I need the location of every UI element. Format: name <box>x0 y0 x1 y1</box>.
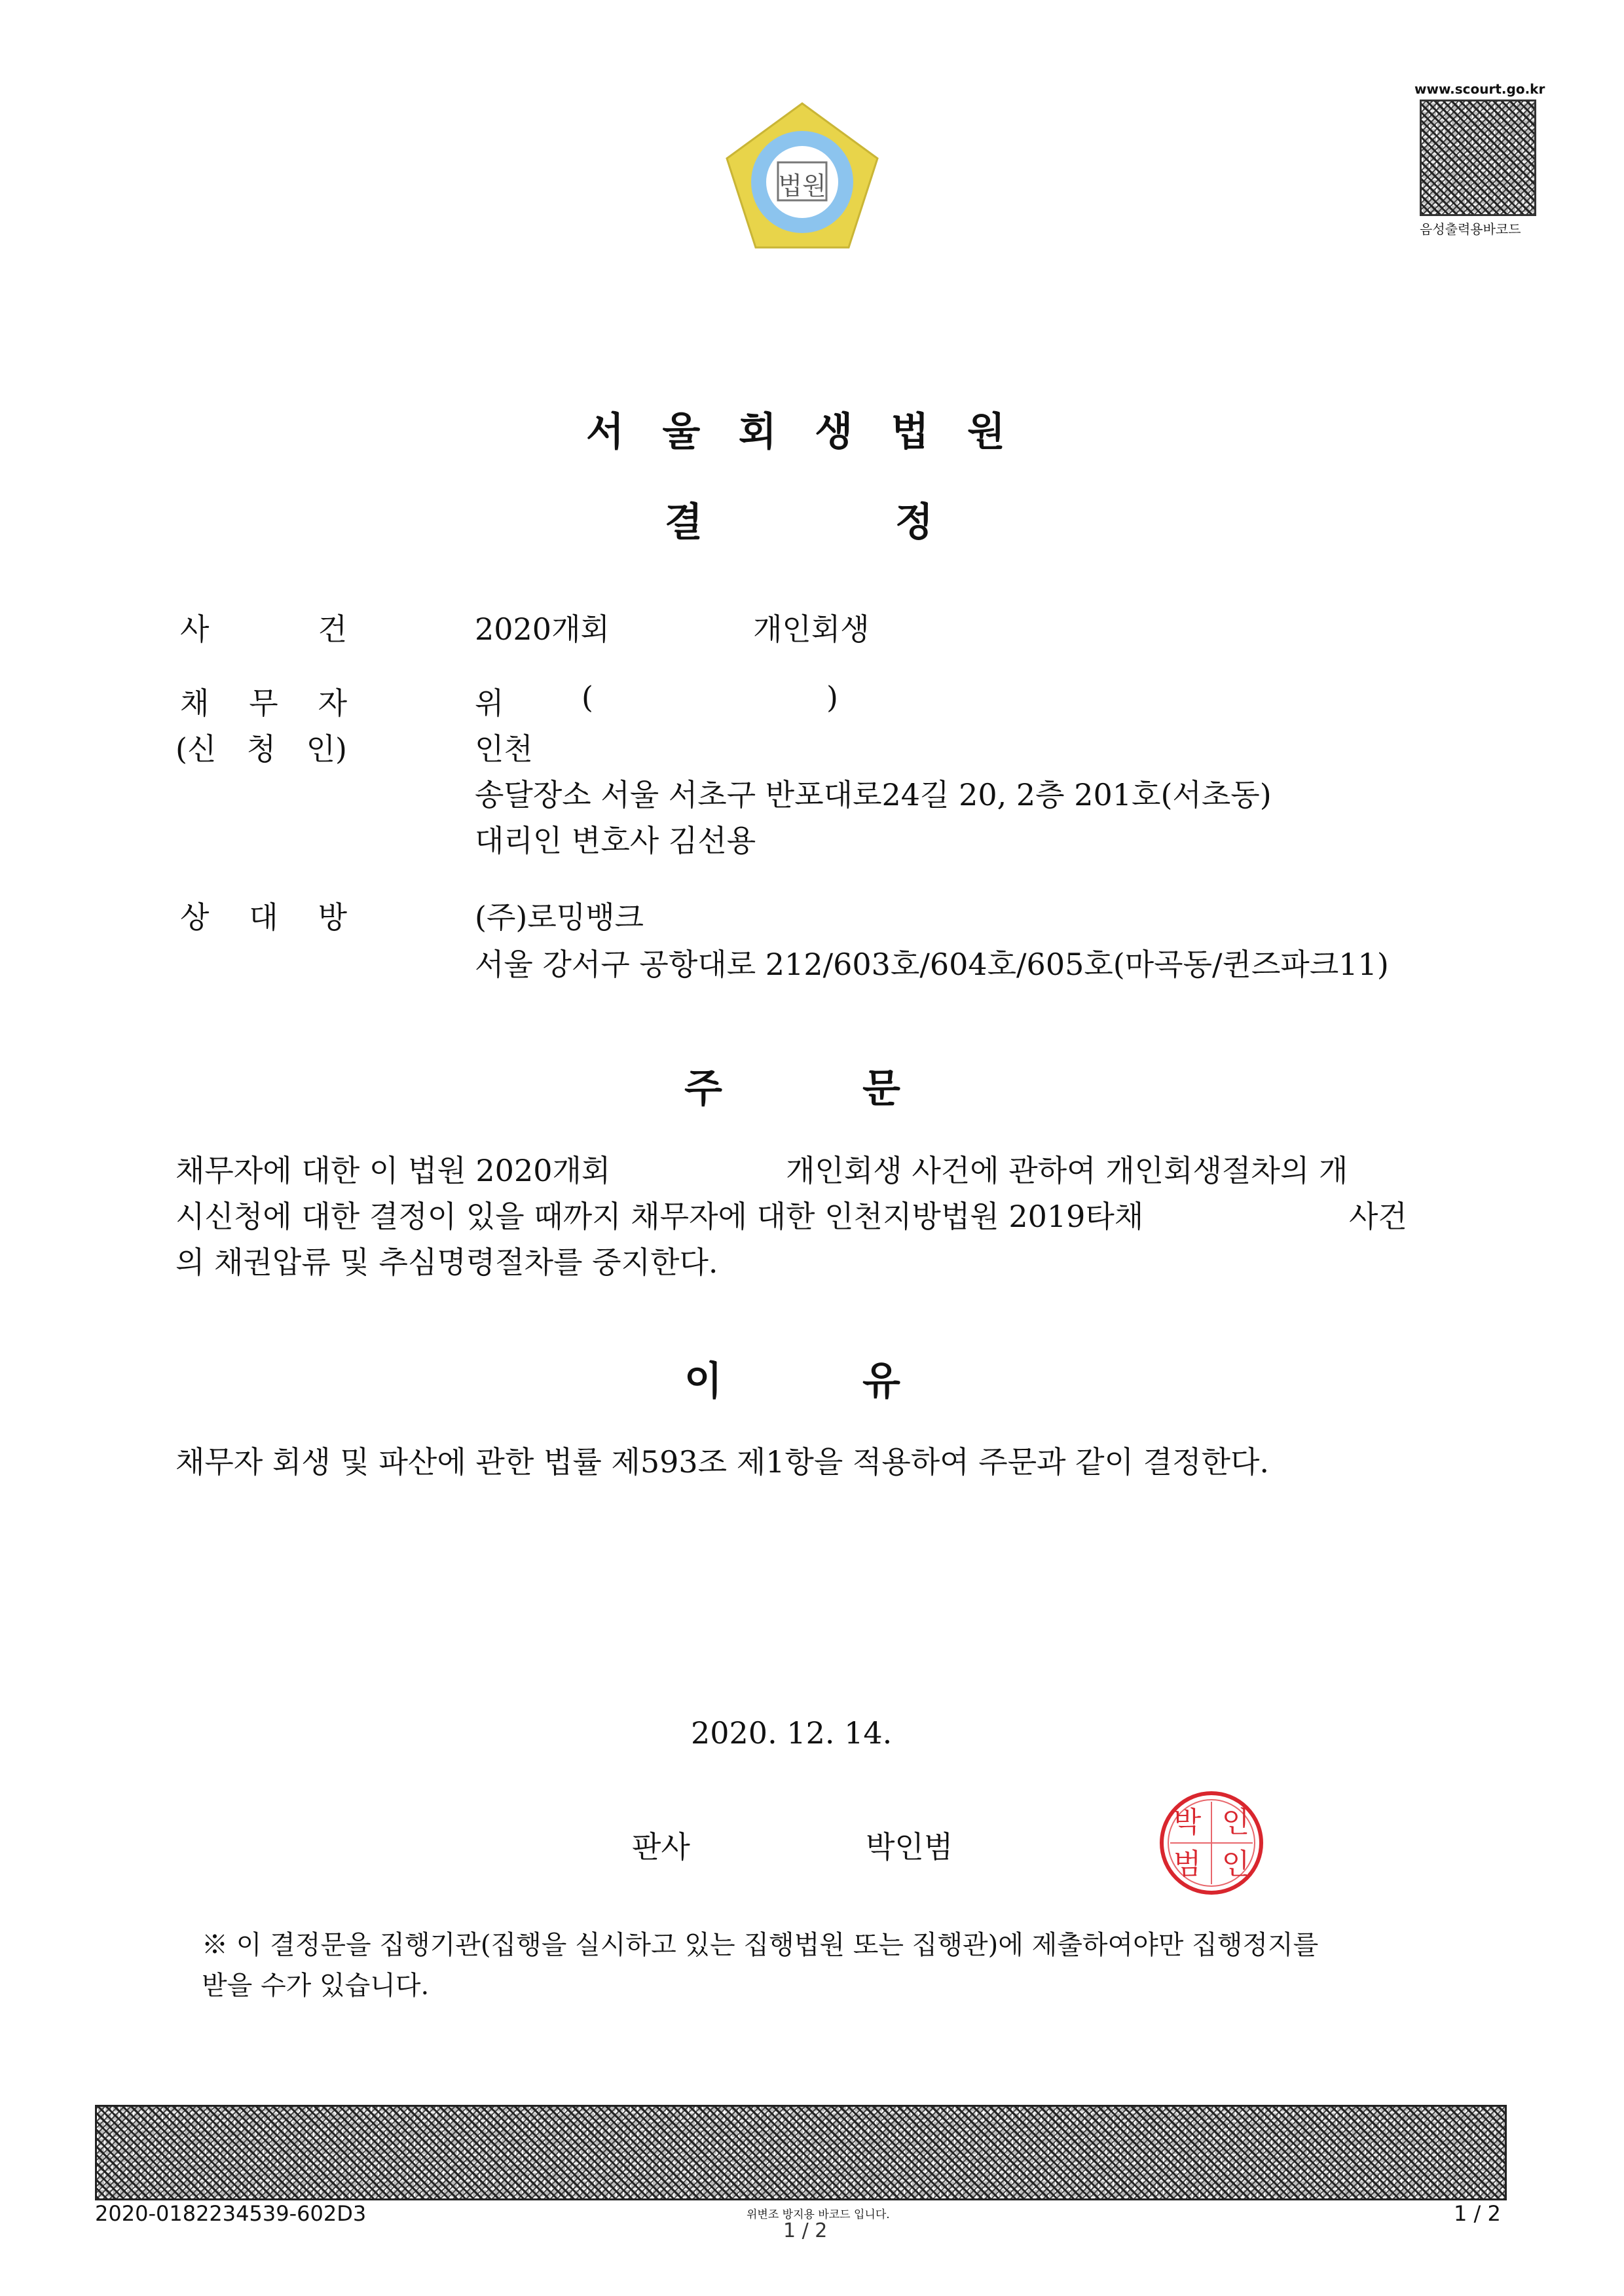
document-title: 결 정 <box>665 500 933 545</box>
seal-glyph: 박 <box>1173 1806 1202 1839</box>
notice-line-1: ※ 이 결정문을 집행기관(집행을 실시하고 있는 집행법원 또는 집행관)에 제출하여야만 집행정지를 <box>202 1930 1319 1960</box>
notice-text <box>202 1925 1318 2006</box>
order-line-3: 의 채권압류 및 추심명령절차를 중지한다. <box>175 1245 718 1280</box>
reason-heading: 이 유 <box>684 1358 900 1404</box>
order-line-2a: 시신청에 대한 결정이 있을 때까지 채무자에 대한 인천지방법원 2019타채 <box>175 1199 1144 1234</box>
qr-code <box>1420 100 1536 216</box>
order-heading: 주 문 <box>684 1066 900 1112</box>
debtor-paren-close: ) <box>826 680 838 715</box>
debtor-name: 위 <box>475 685 504 721</box>
debtor-address: 인천 <box>475 731 533 767</box>
page-number-right: 1 / 2 <box>1454 2201 1501 2226</box>
case-label: 사 건 <box>180 611 347 647</box>
barcode-caption: 위변조 방지용 바코드 입니다. <box>747 2208 890 2221</box>
court-name: 서 울 회 생 법 원 <box>586 409 1005 455</box>
agent: 대리인 변호사 김선용 <box>475 823 756 858</box>
judge-name: 박인범 <box>866 1829 953 1865</box>
reason-text: 채무자 회생 및 파산에 관한 법률 제593조 제1항을 적용하여 주문과 같이 결정한다. <box>175 1444 1270 1480</box>
order-line-2b: 사건 <box>1349 1199 1407 1234</box>
notice-line-2: 받을 수가 있습니다. <box>202 1971 430 2001</box>
service-address: 송달장소 서울 서초구 반포대로24길 20, 2층 201호(서초동) <box>475 777 1272 812</box>
emblem-label: 법원 <box>778 172 826 200</box>
case-number: 2020개회 <box>475 611 610 647</box>
document-id: 2020-0182234539-602D3 <box>95 2201 367 2226</box>
applicant-label: (신 청 인) <box>175 731 347 767</box>
seal-icon <box>1156 1787 1267 1899</box>
counterparty-label: 상 대 방 <box>180 900 347 935</box>
debtor-paren-open: ( <box>581 680 593 715</box>
seal-glyph: 인 <box>1221 1806 1250 1839</box>
debtor-label: 채 무 자 <box>180 685 347 721</box>
qr-url: www.scourt.go.kr <box>1414 81 1545 97</box>
case-type: 개인회생 <box>753 611 870 647</box>
order-line-1a: 채무자에 대한 이 법원 2020개회 <box>175 1153 611 1188</box>
seal-glyph: 범 <box>1173 1848 1202 1881</box>
order-line-1b: 개인회생 사건에 관하여 개인회생절차의 개 <box>786 1153 1348 1188</box>
anti-forgery-barcode <box>95 2105 1507 2200</box>
qr-caption: 음성출력용바코드 <box>1420 221 1521 237</box>
decision-date: 2020. 12. 14. <box>691 1715 893 1751</box>
page-number-center: 1 / 2 <box>783 2219 828 2242</box>
counterparty-address: 서울 강서구 공항대로 212/603호/604호/605호(마곡동/퀸즈파크11) <box>475 947 1389 982</box>
counterparty-name: (주)로밍뱅크 <box>475 900 644 935</box>
seal-glyph: 인 <box>1221 1848 1250 1881</box>
judge-seal <box>1156 1787 1267 1899</box>
judge-title: 판사 <box>632 1829 690 1865</box>
